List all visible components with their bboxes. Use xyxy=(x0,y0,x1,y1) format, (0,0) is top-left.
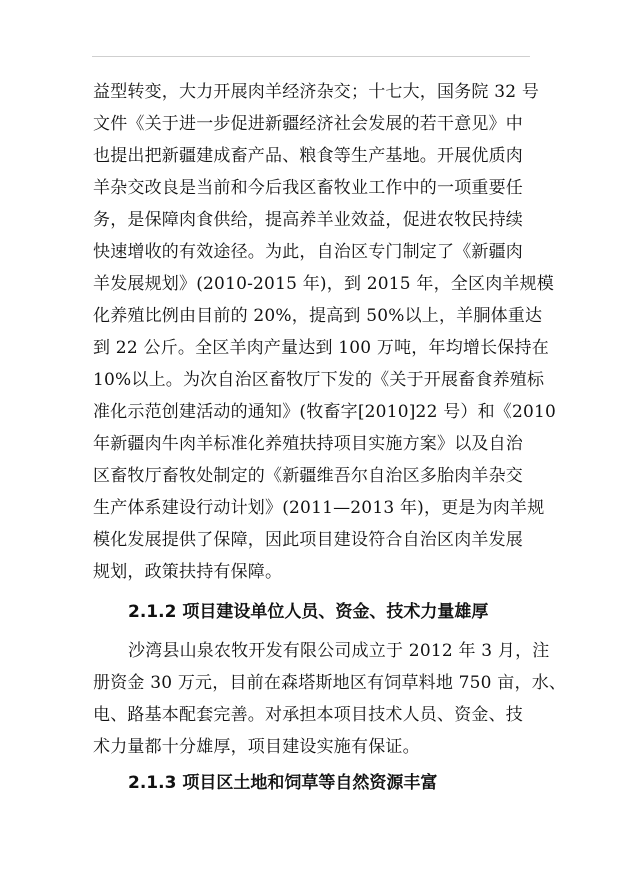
text-line: 也提出把新疆建成畜产品、粮食等生产基地。开展优质肉 xyxy=(93,146,523,166)
text-line: 10%以上。为次自治区畜牧厅下发的《关于开展畜食养殖标 xyxy=(93,370,545,390)
text-line: 年新疆肉牛肉羊标准化养殖扶持项目实施方案》以及自治 xyxy=(93,434,523,454)
text-line: 电、路基本配套完善。对承担本项目技术人员、资金、技 xyxy=(93,705,523,725)
text-line: 文件《关于进一步促进新疆经济社会发展的若干意见》中 xyxy=(93,114,523,134)
section-heading-2-1-3: 2.1.3 项目区土地和饲草等自然资源丰富 xyxy=(128,773,438,793)
text-line: 区畜牧厅畜牧处制定的《新疆维吾尔自治区多胎肉羊杂交 xyxy=(93,466,523,486)
text-line: 务，是保障肉食供给，提高养羊业效益，促进农牧民持续 xyxy=(93,210,523,230)
text-line: 册资金 30 万元，目前在森塔斯地区有饲草料地 750 亩，水、 xyxy=(93,673,567,693)
text-line: 快速增收的有效途径。为此，自治区专门制定了《新疆肉 xyxy=(93,242,523,262)
text-line: 生产体系建设行动计划》(2011—2013 年)，更是为肉羊规 xyxy=(93,498,545,518)
header-rule xyxy=(92,56,530,57)
text-line: 益型转变，大力开展肉羊经济杂交；十七大，国务院 32 号 xyxy=(93,82,540,102)
text-line: 术力量都十分雄厚，项目建设实施有保证。 xyxy=(93,737,420,757)
text-line: 羊杂交改良是当前和今后我区畜牧业工作中的一项重要任 xyxy=(93,178,523,198)
section-heading-2-1-2: 2.1.2 项目建设单位人员、资金、技术力量雄厚 xyxy=(128,602,489,622)
text-line: 羊发展规划》(2010-2015 年)，到 2015 年，全区肉羊规模 xyxy=(93,274,555,294)
text-line: 化养殖比例由目前的 20%，提高到 50%以上，羊胴体重达 xyxy=(93,306,543,326)
text-line: 规划，政策扶持有保障。 xyxy=(93,562,283,582)
text-line: 到 22 公斤。全区羊肉产量达到 100 万吨，年均增长保持在 xyxy=(93,338,549,358)
text-line: 准化示范创建活动的通知》(牧畜字[2010]22 号）和《2010 xyxy=(93,402,557,422)
text-line: 模化发展提供了保障，因此项目建设符合自治区肉羊发展 xyxy=(93,530,523,550)
text-line: 沙湾县山泉农牧开发有限公司成立于 2012 年 3 月，注 xyxy=(128,641,550,661)
